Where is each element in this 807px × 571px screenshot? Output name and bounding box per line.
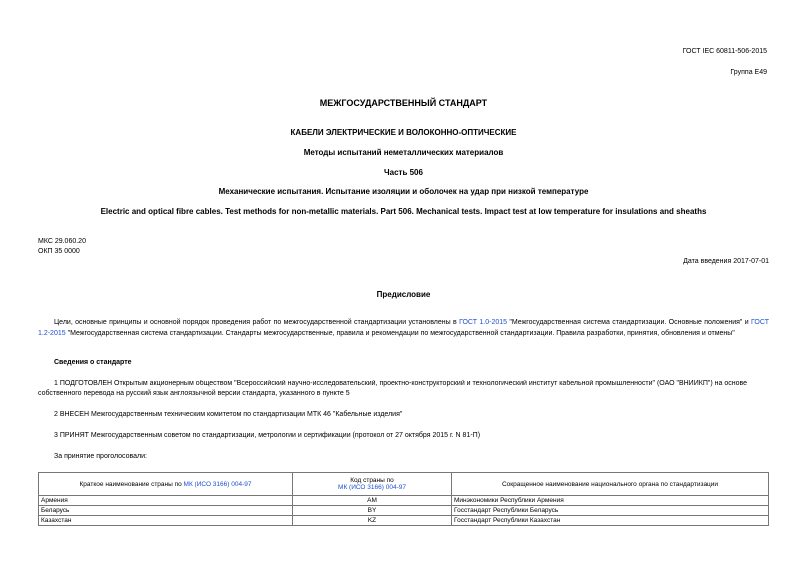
group-label: Группа Е49 <box>730 69 767 76</box>
sub-title: Методы испытаний неметаллических материалов <box>303 148 504 157</box>
header-code <box>293 473 452 496</box>
foreword-text-3: "Межгосударственная система стандартизации. Стандарты межгосударственные, правила и рекомендации по межгосударственной стандартизации. Правила разработки, принятия, обновления и отмены" <box>65 329 735 337</box>
okp-code: ОКП 35 0000 <box>38 248 80 255</box>
item-2: 2 ВНЕСЕН Межгосударственным техническим комитетом по стандартизации МТК 46 "Кабельные изделия" <box>54 411 403 418</box>
english-title: Electric and optical fibre cables. Test methods for non-metallic materials. Part 506. Mechanical tests. Impact test at low temperature for insulations and sheaths <box>100 207 707 216</box>
doc-code: ГОСТ IEC 60811-506-2015 <box>682 48 767 55</box>
foreword-heading: Предисловие <box>376 290 431 299</box>
cell-country: Беларусь <box>39 506 293 516</box>
item-3: 3 ПРИНЯТ Межгосударственным советом по стандартизации, метрологии и сертификации (протокол от 27 октября 2015 г. N 81-П) <box>54 432 481 439</box>
table-row <box>39 516 769 526</box>
info-heading: Сведения о стандарте <box>54 359 132 366</box>
gost-1-2-link[interactable]: ГОСТ 1.2-2015 <box>38 319 769 337</box>
table-row <box>39 506 769 516</box>
cell-code: KZ <box>293 516 452 526</box>
foreword-text-2: "Межгосударственная система стандартизации. Основные положения" и <box>507 319 749 326</box>
voted-label: За принятие проголосовали: <box>54 453 147 460</box>
effective-date: Дата введения 2017-07-01 <box>683 258 769 265</box>
table-row <box>39 496 769 506</box>
part-title: Механические испытания. Испытание изоляции и оболочек на удар при низкой температуре <box>218 187 589 196</box>
foreword-text-1: Цели, основные принципы и основной порядок проведения работ по межгосударственной стандартизации установлены в <box>54 319 460 326</box>
cell-code: BY <box>293 506 452 516</box>
part-number: Часть 506 <box>384 168 423 177</box>
gost-1-0-link[interactable]: ГОСТ 1.0-2015 <box>459 319 508 326</box>
cell-body: Минэкономики Республики Армения <box>452 496 769 506</box>
header-country-link[interactable]: МК (ИСО 3166) 004-97 <box>183 480 252 488</box>
cell-body: Госстандарт Республики Беларусь <box>452 506 769 516</box>
main-title: КАБЕЛИ ЭЛЕКТРИЧЕСКИЕ И ВОЛОКОННО-ОПТИЧЕСКИЕ <box>290 128 517 137</box>
item-1-line-1: 1 ПОДГОТОВЛЕН Открытым акционерным обществом "Всероссийский научно-исследовательский, проектно-конструкторский и технологический институт кабельной промышленности" (ОАО "ВНИИКП") на основе <box>54 380 747 387</box>
cell-country: Казахстан <box>39 516 293 526</box>
standard-type: МЕЖГОСУДАРСТВЕННЫЙ СТАНДАРТ <box>319 98 488 108</box>
item-1-line-2: собственного перевода на русский язык англоязычной версии стандарта, указанного в пункте 5 <box>38 390 350 397</box>
cell-body: Госстандарт Республики Казахстан <box>452 516 769 526</box>
header-country-text: Краткое наименование страны по <box>79 480 184 488</box>
header-code-text: Код страны по <box>350 477 394 484</box>
countries-table <box>38 472 769 526</box>
mks-code: МКС 29.060.20 <box>38 238 86 245</box>
header-country <box>39 473 293 496</box>
cell-country: Армения <box>39 496 293 506</box>
header-code-link[interactable]: МК (ИСО 3166) 004-97 <box>338 484 406 491</box>
foreword-paragraph <box>38 318 769 339</box>
cell-code: AM <box>293 496 452 506</box>
table-header-row <box>39 473 769 496</box>
header-body: Сокращенное наименование национального органа по стандартизации <box>452 473 769 496</box>
